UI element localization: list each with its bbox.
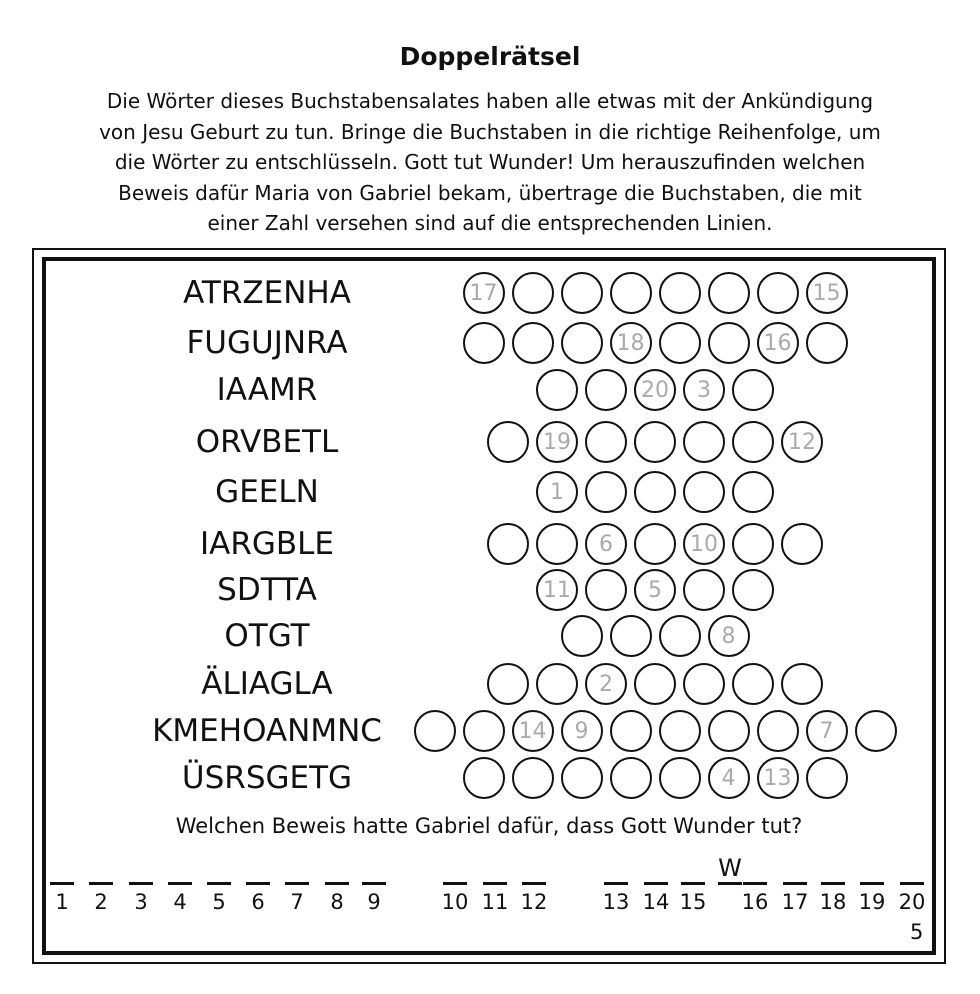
letter-circle[interactable] <box>463 757 505 799</box>
answer-blank[interactable] <box>129 882 153 885</box>
answer-number: 10 <box>441 890 469 914</box>
answer-number: 20 <box>898 890 926 914</box>
answer-blank[interactable] <box>522 882 546 885</box>
answer-blank[interactable] <box>362 882 386 885</box>
letter-circle[interactable] <box>683 663 725 705</box>
letter-circle[interactable] <box>610 272 652 314</box>
letter-circle-numbered[interactable]: 4 <box>708 757 750 799</box>
letter-circle[interactable] <box>536 369 578 411</box>
letter-circle-numbered[interactable]: 15 <box>806 272 848 314</box>
answer-blank[interactable] <box>821 882 845 885</box>
letter-circle[interactable] <box>634 421 676 463</box>
letter-circle[interactable] <box>855 710 897 752</box>
letter-circle[interactable] <box>634 663 676 705</box>
letter-circle-numbered[interactable]: 1 <box>536 471 578 513</box>
letter-circle[interactable] <box>610 615 652 657</box>
answer-blank[interactable] <box>285 882 309 885</box>
answer-number: 1 <box>55 890 69 914</box>
letter-circle[interactable] <box>708 710 750 752</box>
letter-circle[interactable] <box>732 663 774 705</box>
scrambled-word: FUGUJNRA <box>186 325 348 361</box>
letter-circle[interactable] <box>757 710 799 752</box>
instruction-line: Beweis dafür Maria von Gabriel bekam, übertrage die Buchstaben, die mit <box>118 180 862 205</box>
letter-circle-numbered[interactable]: 16 <box>757 322 799 364</box>
answer-number: 11 <box>481 890 509 914</box>
answer-number: 2 <box>94 890 108 914</box>
instruction-line: die Wörter zu entschlüsseln. Gott tut Wunder! Um herauszufinden welchen <box>114 150 866 174</box>
answer-number: 3 <box>134 890 148 914</box>
answer-blank[interactable] <box>168 882 192 885</box>
question-text: Welchen Beweis hatte Gabriel dafür, dass Gott Wunder tut? <box>175 814 803 838</box>
letter-circle-numbered[interactable]: 9 <box>561 710 603 752</box>
letter-circle[interactable] <box>634 523 676 565</box>
letter-circle[interactable] <box>561 757 603 799</box>
letter-circle-numbered[interactable]: 3 <box>683 369 725 411</box>
letter-circle-numbered[interactable]: 10 <box>683 523 725 565</box>
letter-circle-numbered[interactable]: 11 <box>536 569 578 611</box>
answer-number: 16 <box>741 890 769 914</box>
answer-blank[interactable] <box>483 882 507 885</box>
letter-circle[interactable] <box>732 471 774 513</box>
letter-circle[interactable] <box>708 322 750 364</box>
answer-blank[interactable] <box>743 882 767 885</box>
instruction-line: Die Wörter dieses Buchstabensalates haben alle etwas mit der Ankündigung <box>106 89 874 113</box>
letter-circle[interactable] <box>463 322 505 364</box>
answer-blank[interactable] <box>443 882 467 885</box>
letter-circle[interactable] <box>561 615 603 657</box>
answer-blank[interactable] <box>860 882 884 885</box>
answer-number: 17 <box>781 890 809 914</box>
answer-blank[interactable] <box>246 882 270 885</box>
scrambled-word: OTGT <box>224 618 310 654</box>
letter-circle[interactable] <box>634 471 676 513</box>
page-title: Doppelrätsel <box>399 42 581 71</box>
answer-number: 4 <box>173 890 187 914</box>
scrambled-word: ATRZENHA <box>183 275 351 311</box>
letter-circle[interactable] <box>732 369 774 411</box>
scrambled-word: IARGBLE <box>199 526 335 562</box>
letter-circle[interactable] <box>585 369 627 411</box>
letter-circle[interactable] <box>585 471 627 513</box>
answer-number: 12 <box>520 890 548 914</box>
letter-circle[interactable] <box>487 421 529 463</box>
letter-circle-numbered[interactable]: 8 <box>708 615 750 657</box>
scrambled-word: SDTTA <box>217 572 317 608</box>
answer-blank[interactable] <box>50 882 74 885</box>
letter-circle[interactable] <box>659 710 701 752</box>
letter-circle[interactable] <box>585 421 627 463</box>
letter-circle[interactable] <box>732 569 774 611</box>
letter-circle[interactable] <box>585 569 627 611</box>
letter-circle-numbered[interactable]: 6 <box>585 523 627 565</box>
scrambled-word: ÜSRSGETG <box>181 760 353 796</box>
answer-number: 7 <box>290 890 304 914</box>
scrambled-word: ORVBETL <box>195 424 339 460</box>
letter-circle[interactable] <box>512 272 554 314</box>
letter-circle[interactable] <box>708 272 750 314</box>
letter-circle[interactable] <box>536 523 578 565</box>
instructions <box>40 86 940 239</box>
letter-circle[interactable] <box>414 710 456 752</box>
letter-circle[interactable] <box>732 523 774 565</box>
letter-circle[interactable] <box>683 569 725 611</box>
scrambled-word: KMEHOANMNC <box>152 713 382 749</box>
instruction-line: von Jesu Geburt zu tun. Bringe die Buchstaben in die richtige Reihenfolge, um <box>99 119 881 144</box>
answer-blank[interactable] <box>681 882 705 885</box>
letter-circle-numbered[interactable]: 14 <box>512 710 554 752</box>
letter-circle-numbered[interactable]: 18 <box>610 322 652 364</box>
letter-circle[interactable] <box>561 322 603 364</box>
answer-blank[interactable] <box>89 882 113 885</box>
letter-circle[interactable] <box>487 523 529 565</box>
letter-circle-numbered[interactable]: 13 <box>757 757 799 799</box>
letter-circle-numbered[interactable]: 7 <box>806 710 848 752</box>
letter-circle-numbered[interactable]: 19 <box>536 421 578 463</box>
letter-circle[interactable] <box>512 322 554 364</box>
answer-blank[interactable] <box>900 882 924 885</box>
letter-circle[interactable] <box>487 663 529 705</box>
answer-number: 15 <box>679 890 707 914</box>
answer-number: 18 <box>819 890 847 914</box>
letter-circle[interactable] <box>463 710 505 752</box>
scrambled-word: GEELN <box>215 474 319 510</box>
letter-circle[interactable] <box>732 421 774 463</box>
answer-blank[interactable] <box>325 882 349 885</box>
answer-blank[interactable] <box>207 882 231 885</box>
letter-circle[interactable] <box>659 322 701 364</box>
scrambled-word: ÄLIAGLA <box>201 666 333 702</box>
answer-number: 8 <box>330 890 344 914</box>
letter-circle[interactable] <box>610 710 652 752</box>
letter-circle-numbered[interactable]: 20 <box>634 369 676 411</box>
letter-circle-numbered[interactable]: 12 <box>781 421 823 463</box>
instruction-line: einer Zahl versehen sind auf die entsprechenden Linien. <box>207 211 773 235</box>
scrambled-word: IAAMR <box>216 372 318 408</box>
letter-circle[interactable] <box>512 757 554 799</box>
letter-circle-numbered[interactable]: 17 <box>463 272 505 314</box>
letter-circle[interactable] <box>610 757 652 799</box>
letter-circle[interactable] <box>781 663 823 705</box>
letter-circle[interactable] <box>806 322 848 364</box>
letter-circle-numbered[interactable]: 2 <box>585 663 627 705</box>
answer-number: 13 <box>602 890 630 914</box>
answer-blank[interactable] <box>783 882 807 885</box>
answer-number: 5 <box>212 890 226 914</box>
letter-circle[interactable] <box>561 272 603 314</box>
letter-circle[interactable] <box>659 272 701 314</box>
answer-number: 9 <box>367 890 381 914</box>
letter-circle[interactable] <box>659 615 701 657</box>
answer-number: 14 <box>642 890 670 914</box>
letter-circle[interactable] <box>536 663 578 705</box>
answer-number-wrap: 5 <box>910 920 924 944</box>
letter-circle[interactable] <box>757 272 799 314</box>
answer-blank[interactable] <box>644 882 668 885</box>
letter-circle[interactable] <box>806 757 848 799</box>
answer-number: 6 <box>251 890 265 914</box>
letter-circle[interactable] <box>781 523 823 565</box>
letter-circle-numbered[interactable]: 5 <box>634 569 676 611</box>
letter-circle[interactable] <box>659 757 701 799</box>
letter-circle[interactable] <box>683 471 725 513</box>
answer-blank[interactable] <box>604 882 628 885</box>
answer-number: 19 <box>858 890 886 914</box>
given-letter: W <box>718 854 742 882</box>
letter-circle[interactable] <box>683 421 725 463</box>
